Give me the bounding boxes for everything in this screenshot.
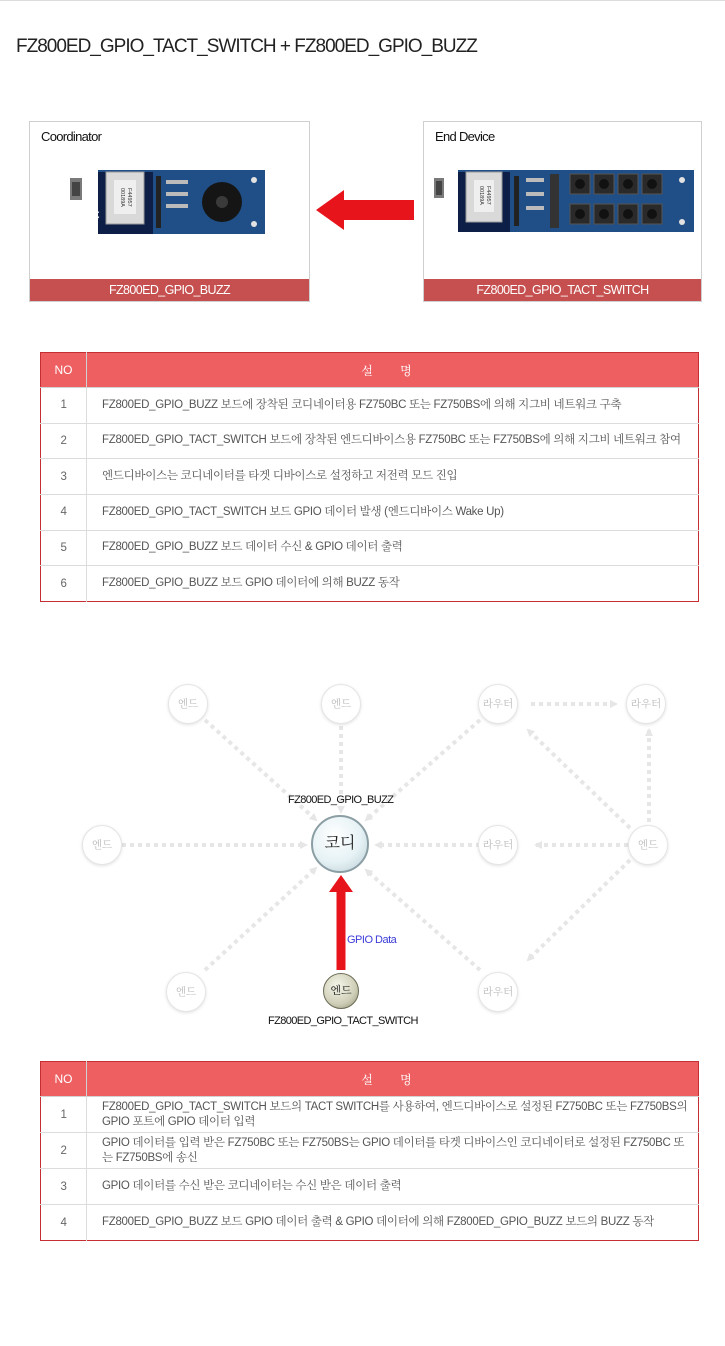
chip-text-3: 00189A (478, 186, 484, 205)
enddevice-label: End Device (435, 129, 495, 144)
router-node: 라우터 (626, 684, 666, 724)
router-node: 라우터 (478, 972, 518, 1012)
chip-text-2: F44957 (126, 188, 132, 207)
end-node: 엔드 (628, 825, 668, 865)
end-node: 엔드 (82, 825, 122, 865)
row-text: GPIO 데이터를 입력 받은 FZ750BC 또는 FZ750BS는 GPIO 데이터를 타겟 디바이스인 코디네이터로 설정된 FZ750BC 또는 FZ750BS에 송신 (87, 1133, 699, 1169)
top-divider (0, 0, 725, 1)
row-number: 5 (41, 530, 87, 566)
row-number: 3 (41, 1169, 87, 1205)
row-text: FZ800ED_GPIO_TACT_SWITCH 보드에 장착된 엔드디바이스용 FZ750BC 또는 FZ750BS에 의해 지그비 네트워크 참여 (87, 423, 699, 459)
coordinator-caption: FZ800ED_GPIO_BUZZ (288, 794, 394, 806)
router-node: 라우터 (478, 684, 518, 724)
enddevice-board-name: FZ800ED_GPIO_TACT_SWITCH (424, 279, 701, 301)
row-number: 4 (41, 494, 87, 530)
row-number: 2 (41, 1133, 87, 1169)
enddevice-box (423, 121, 702, 302)
row-number: 1 (41, 388, 87, 424)
table-row (41, 1205, 699, 1241)
row-number: 3 (41, 459, 87, 495)
row-text: FZ800ED_GPIO_BUZZ 보드 GPIO 데이터 출력 & GPIO 데이터에 의해 FZ800ED_GPIO_BUZZ 보드의 BUZZ 동작 (87, 1205, 699, 1241)
router-node: 라우터 (478, 825, 518, 865)
row-text: FZ800ED_GPIO_TACT_SWITCH 보드 GPIO 데이터 발생 (엔드디바이스 Wake Up) (87, 494, 699, 530)
no-column-header: NO (41, 353, 87, 388)
table-header-row (41, 353, 699, 388)
network-diagram (0, 660, 725, 1040)
table-row (41, 1097, 699, 1133)
row-text: GPIO 데이터를 수신 받은 코디네이터는 수신 받은 데이터 출력 (87, 1169, 699, 1205)
row-text: FZ800ED_GPIO_BUZZ 보드에 장착된 코디네이터용 FZ750BC 또는 FZ750BS에 의해 지그비 네트워크 구축 (87, 388, 699, 424)
gpio-data-label: GPIO Data (347, 934, 397, 946)
active-end-caption: FZ800ED_GPIO_TACT_SWITCH (268, 1015, 418, 1027)
row-number: 4 (41, 1205, 87, 1241)
row-number: 6 (41, 566, 87, 602)
coordinator-box (29, 121, 310, 302)
table-row (41, 388, 699, 424)
coordinator-label: Coordinator (41, 129, 102, 144)
description-table-1 (40, 352, 699, 602)
row-number: 2 (41, 423, 87, 459)
table-row (41, 459, 699, 495)
row-text: FZ800ED_GPIO_BUZZ 보드 GPIO 데이터에 의해 BUZZ 동작 (87, 566, 699, 602)
chip-text-1: 00189A (119, 188, 125, 207)
coordinator-board-name: FZ800ED_GPIO_BUZZ (30, 279, 309, 301)
row-number: 1 (41, 1097, 87, 1133)
row-text: 엔드디바이스는 코디네이터를 타겟 디바이스로 설정하고 저전력 모드 진입 (87, 459, 699, 495)
description-column-header: 설 명 (87, 353, 699, 388)
table-row (41, 566, 699, 602)
table-row (41, 1133, 699, 1169)
coordinator-node: 코디 (311, 815, 369, 873)
buzz-board-image (70, 166, 267, 238)
table-row (41, 494, 699, 530)
description-table-2 (40, 1061, 699, 1241)
active-end-node: 엔드 (323, 973, 359, 1009)
page-title: FZ800ED_GPIO_TACT_SWITCH + FZ800ED_GPIO_BUZZ (16, 36, 477, 57)
end-node: 엔드 (166, 972, 206, 1012)
end-node: 엔드 (168, 684, 208, 724)
chip-text-4: F44957 (485, 186, 491, 205)
pc-label: PC (83, 208, 100, 222)
table-row (41, 423, 699, 459)
end-node: 엔드 (321, 684, 361, 724)
table-header-row (41, 1062, 699, 1097)
row-text: FZ800ED_GPIO_TACT_SWITCH 보드의 TACT SWITCH를 사용하여, 엔드디바이스로 설정된 FZ750BC 또는 FZ750BS의 GPIO 포트에 GPIO 데이터 입력 (87, 1097, 699, 1133)
tact-switch-board-image (434, 166, 696, 236)
table-row (41, 530, 699, 566)
table-row (41, 1169, 699, 1205)
no-column-header: NO (41, 1062, 87, 1097)
row-text: FZ800ED_GPIO_BUZZ 보드 데이터 수신 & GPIO 데이터 출력 (87, 530, 699, 566)
data-flow-arrow (316, 190, 416, 230)
description-column-header: 설 명 (87, 1062, 699, 1097)
